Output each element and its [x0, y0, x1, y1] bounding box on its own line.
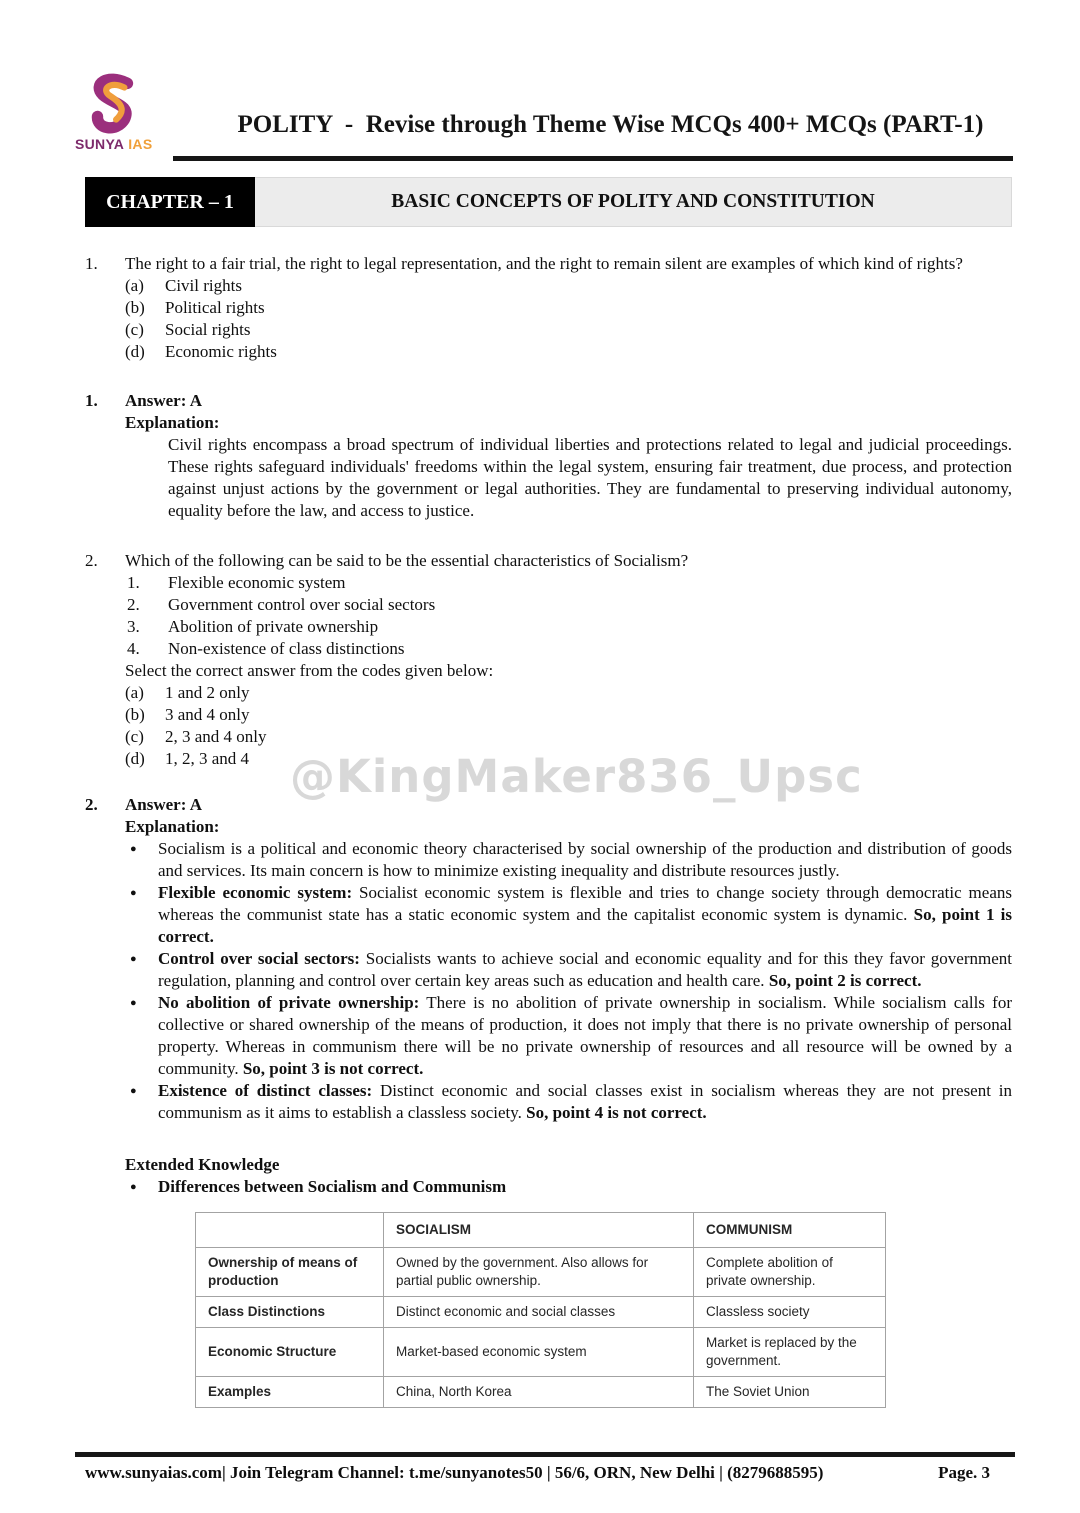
bullet-text: Existence of distinct classes: Distinct economic and social classes exist in socialism whereas they are not present in communism as it aims to establish a classless society. So, point 4 is not correct. [158, 1081, 1012, 1122]
answer-2-number: 2. [85, 795, 98, 814]
question-1-option-b [125, 297, 1012, 319]
option-letter: (c) [125, 727, 144, 746]
footer-page-number: Page. 3 [938, 1463, 990, 1482]
answer-2-bullet-2 [130, 882, 1012, 948]
cell-communism: Classless society [694, 1297, 886, 1328]
table-header-communism: COMMUNISM [694, 1213, 886, 1248]
page-footer [85, 1463, 990, 1483]
table-row [196, 1328, 886, 1377]
table-row [196, 1377, 886, 1408]
option-text: Political rights [165, 298, 265, 317]
question-2-option-b [125, 704, 1012, 726]
question-1-text: The right to a fair trial, the right to legal representation, and the right to remain silent are examples of which kind of rights? [125, 254, 963, 273]
cell-communism: Market is replaced by the government. [694, 1328, 886, 1377]
option-letter: (a) [125, 276, 144, 295]
watermark-text: @KingMaker836_Upsc [290, 750, 863, 803]
question-2-option-d [125, 748, 1012, 770]
answer-2 [85, 794, 1012, 1124]
answer-2-bullet-1 [130, 838, 1012, 882]
item-text: Flexible economic system [168, 573, 346, 592]
document-title: POLITY - Revise through Theme Wise MCQs 400+ MCQs (PART-1) [237, 111, 984, 138]
item-text: Government control over social sectors [168, 595, 436, 614]
question-2-item-1 [127, 572, 1012, 594]
row-label: Class Distinctions [196, 1297, 384, 1328]
cell-communism: The Soviet Union [694, 1377, 886, 1408]
question-2-item-3 [127, 616, 1012, 638]
option-letter: (d) [125, 749, 145, 768]
bullet-text: No abolition of private ownership: There is no abolition of private ownership in socialism. While socialism calls for collective or shared ownership of the means of production, it does not imply that there is no private ownership of personal property. Whereas in communism there will be no private ownership of resources and all resource will be owned by a community. So, point 3 is not correct. [158, 993, 1012, 1078]
option-text: Social rights [165, 320, 251, 339]
chapter-banner [85, 177, 1012, 227]
item-number: 3. [127, 617, 140, 636]
table-header-row [196, 1213, 886, 1248]
question-2-item-2 [127, 594, 1012, 616]
page-header [0, 0, 1080, 152]
chapter-title: BASIC CONCEPTS OF POLITY AND CONSTITUTION [255, 177, 1012, 227]
question-2 [85, 550, 1012, 770]
socialism-communism-table [195, 1212, 886, 1408]
option-text: Civil rights [165, 276, 242, 295]
cell-socialism: Market-based economic system [384, 1328, 694, 1377]
answer-2-explanation-label: Explanation: [125, 817, 220, 836]
sunya-s-swirl-icon [81, 72, 145, 134]
item-number: 2. [127, 595, 140, 614]
question-2-option-a [125, 682, 1012, 704]
extended-bullet-title: Differences between Socialism and Communism [158, 1177, 507, 1196]
logo-suffix-text: IAS [128, 136, 153, 152]
extended-knowledge-bullet [130, 1176, 1012, 1200]
bullet-text: Control over social sectors: Socialists wants to achieve social and economic equality and for this they favor government regulation, planning and control over certain key areas such as education and health care. So, point 2 is correct. [158, 949, 1013, 990]
answer-2-label: Answer: A [125, 795, 202, 814]
question-2-item-4 [127, 638, 1012, 660]
option-text: 1 and 2 only [165, 683, 250, 702]
question-1 [85, 253, 1012, 363]
cell-socialism: Owned by the government. Also allows for partial public ownership. [384, 1248, 694, 1297]
row-label: Economic Structure [196, 1328, 384, 1377]
answer-2-bullet-3 [130, 948, 1012, 992]
option-text: Economic rights [165, 342, 277, 361]
answer-1-explanation-label: Explanation: [125, 413, 220, 432]
sunya-ias-logo [75, 72, 207, 152]
answer-1 [85, 390, 1012, 522]
item-text: Abolition of private ownership [168, 617, 379, 636]
question-2-text: Which of the following can be said to be the essential characteristics of Socialism? [125, 551, 689, 570]
bullet-text: Socialism is a political and economic theory characterised by social ownership of the production and distribution of goods and services. Its main concern is how to minimize existing inequality and distribute resources justly. [158, 839, 1012, 880]
option-letter: (b) [125, 298, 145, 317]
cell-socialism: China, North Korea [384, 1377, 694, 1408]
question-2-select-line: Select the correct answer from the codes given below: [125, 661, 494, 680]
option-letter: (d) [125, 342, 145, 361]
question-1-option-c [125, 319, 1012, 341]
question-2-option-c [125, 726, 1012, 748]
row-label: Ownership of means of production [196, 1248, 384, 1297]
answer-1-explanation-text: Civil rights encompass a broad spectrum of individual liberties and protections related to legal and judicial proceedings. These rights safeguard individuals' freedoms within the legal system, ensuring fair treatment, due process, and protection against unjust actions by the government or legal authorities. They are fundamental to preserving individual autonomy, equality before the law, and access to justice. [168, 435, 1012, 520]
row-label: Examples [196, 1377, 384, 1408]
footer-contact-text: www.sunyaias.com| Join Telegram Channel: t.me/sunyanotes50 | 56/6, ORN, New Delhi | (8279688595) [85, 1463, 824, 1482]
cell-socialism: Distinct economic and social classes [384, 1297, 694, 1328]
table-header-empty [196, 1213, 384, 1248]
logo-brand-text: SUNYA [75, 136, 125, 152]
question-1-option-d [125, 341, 1012, 363]
table-header-socialism: SOCIALISM [384, 1213, 694, 1248]
option-letter: (b) [125, 705, 145, 724]
question-2-number: 2. [85, 551, 98, 570]
bullet-icon [130, 1080, 158, 1124]
option-text: 1, 2, 3 and 4 [165, 749, 250, 768]
bullet-icon [130, 838, 158, 882]
item-number: 1. [127, 573, 140, 592]
logo-wordmark [75, 136, 207, 152]
bullet-icon [130, 882, 158, 948]
bullet-text: Flexible economic system: Socialist economic system is flexible and tries to change society through democratic means whereas the communist state has a static economic system and the capitalist economic system is dynamic. So, point 1 is correct. [158, 883, 1012, 946]
footer-divider [75, 1452, 1015, 1457]
document-body [0, 253, 1080, 1408]
header-divider [173, 156, 1013, 161]
bullet-icon [130, 948, 158, 992]
bullet-icon [130, 992, 158, 1080]
option-letter: (c) [125, 320, 144, 339]
table-row [196, 1297, 886, 1328]
question-1-number: 1. [85, 254, 98, 273]
option-text: 3 and 4 only [165, 705, 250, 724]
option-letter: (a) [125, 683, 144, 702]
table-row [196, 1248, 886, 1297]
answer-2-bullet-5 [130, 1080, 1012, 1124]
bullet-icon [130, 1176, 158, 1200]
extended-knowledge-heading: Extended Knowledge [125, 1155, 280, 1174]
answer-2-bullet-4 [130, 992, 1012, 1080]
item-text: Non-existence of class distinctions [168, 639, 405, 658]
option-text: 2, 3 and 4 only [165, 727, 267, 746]
cell-communism: Complete abolition of private ownership. [694, 1248, 886, 1297]
chapter-number-label: CHAPTER – 1 [85, 177, 255, 227]
answer-1-number: 1. [85, 391, 98, 410]
question-1-option-a [125, 275, 1012, 297]
answer-1-label: Answer: A [125, 391, 202, 410]
item-number: 4. [127, 639, 140, 658]
